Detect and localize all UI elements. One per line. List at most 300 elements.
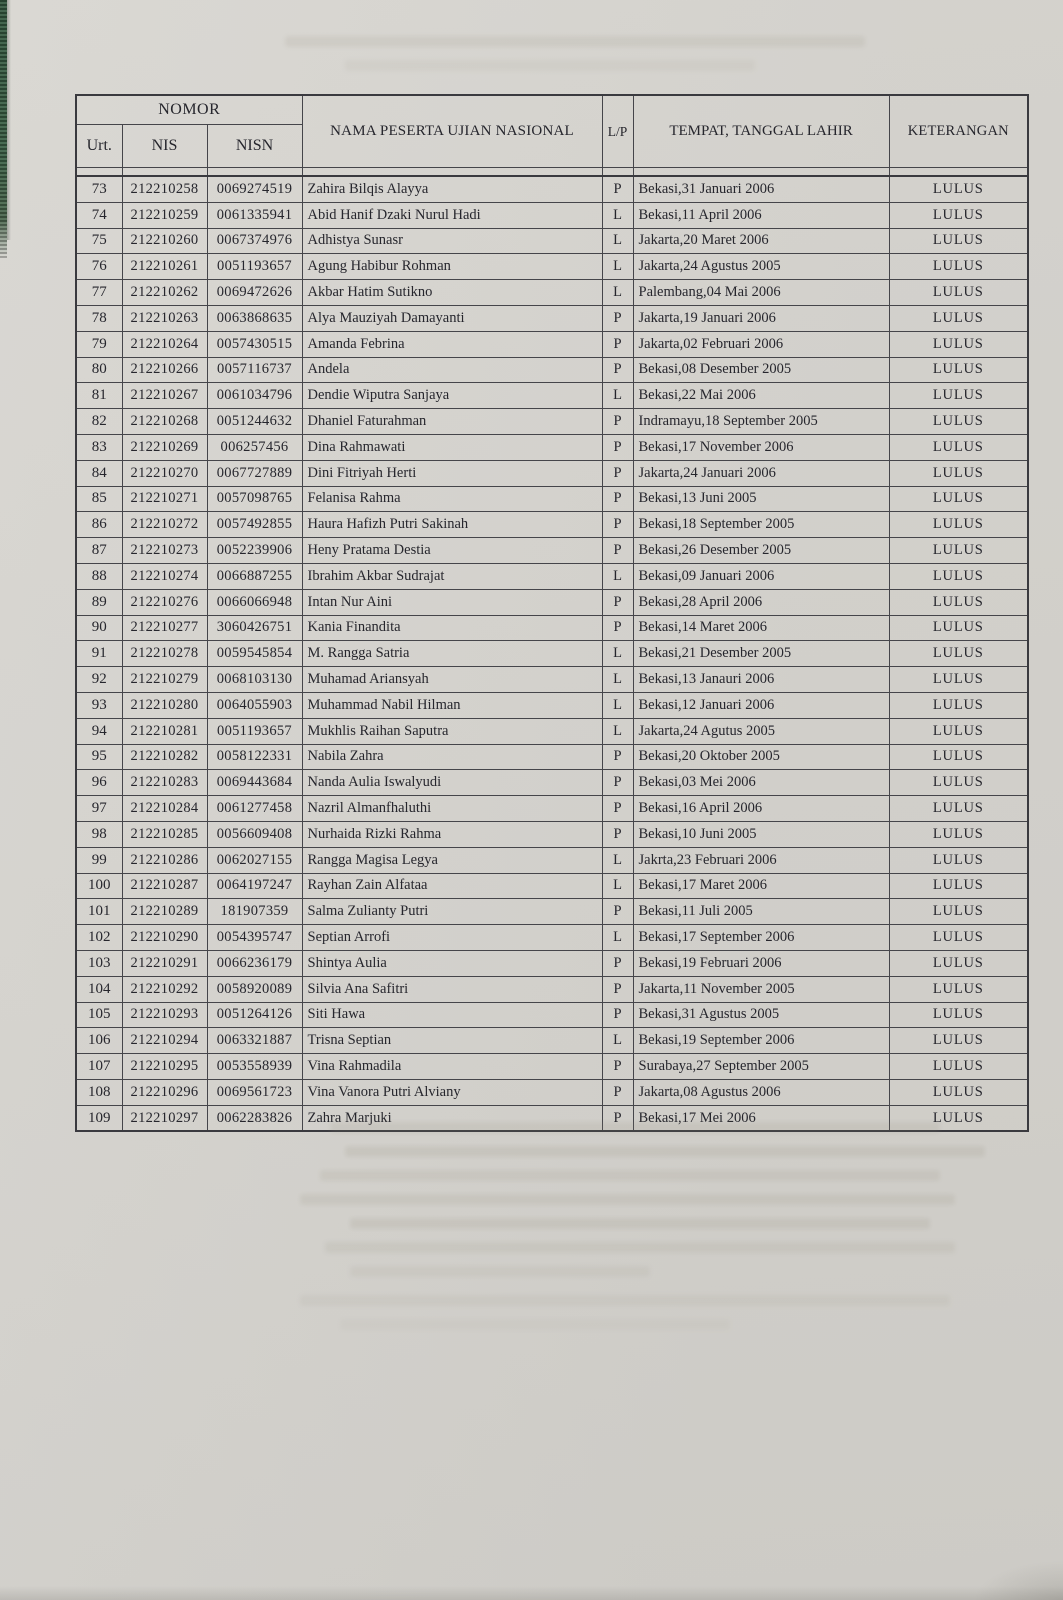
table-row — [76, 254, 1028, 280]
cell-nama: Nurhaida Rizki Rahma — [302, 821, 602, 847]
cell-ttl: Jakarta,24 Agutus 2005 — [633, 718, 889, 744]
table-row — [76, 331, 1028, 357]
cell-nama: Dina Rahmawati — [302, 434, 602, 460]
cell-ket: LULUS — [889, 873, 1028, 899]
table-row — [76, 1028, 1028, 1054]
ghost-line — [340, 1319, 730, 1330]
cell-ket: LULUS — [889, 1105, 1028, 1131]
cell-ttl: Bekasi,19 Februari 2006 — [633, 950, 889, 976]
cell-lp: L — [602, 667, 633, 693]
cell-lp: L — [602, 925, 633, 951]
cell-ket: LULUS — [889, 615, 1028, 641]
cell-ket: LULUS — [889, 538, 1028, 564]
cell-nis: 212210283 — [122, 770, 207, 796]
cell-nis: 212210259 — [122, 202, 207, 228]
cell-ttl: Bekasi,03 Mei 2006 — [633, 770, 889, 796]
cell-ttl: Bekasi,28 April 2006 — [633, 589, 889, 615]
cell-urt: 93 — [76, 692, 122, 718]
cell-nis: 212210290 — [122, 925, 207, 951]
cell-nis: 212210289 — [122, 899, 207, 925]
cell-nisn: 0062027155 — [207, 847, 302, 873]
cell-nisn: 0069561723 — [207, 1079, 302, 1105]
cell-ttl: Indramayu,18 September 2005 — [633, 409, 889, 435]
cell-nis: 212210285 — [122, 821, 207, 847]
cell-nis: 212210268 — [122, 409, 207, 435]
header-keterangan: KETERANGAN — [889, 95, 1028, 168]
cell-nama: Trisna Septian — [302, 1028, 602, 1054]
ghost-line — [345, 1146, 985, 1157]
cell-ttl: Bekasi,14 Maret 2006 — [633, 615, 889, 641]
cell-ket: LULUS — [889, 409, 1028, 435]
cell-lp: P — [602, 538, 633, 564]
cell-urt: 105 — [76, 1002, 122, 1028]
cell-ttl: Palembang,04 Mai 2006 — [633, 280, 889, 306]
cell-nama: Alya Mauziyah Damayanti — [302, 305, 602, 331]
cell-ket: LULUS — [889, 1002, 1028, 1028]
cell-lp: L — [602, 563, 633, 589]
cell-ttl: Bekasi,17 November 2006 — [633, 434, 889, 460]
scanner-edge-green — [0, 0, 7, 258]
cell-ket: LULUS — [889, 357, 1028, 383]
cell-ttl: Bekasi,08 Desember 2005 — [633, 357, 889, 383]
table-row — [76, 202, 1028, 228]
ghost-line — [330, 1122, 940, 1133]
cell-ket: LULUS — [889, 770, 1028, 796]
cell-lp: P — [602, 357, 633, 383]
cell-nisn: 0059545854 — [207, 641, 302, 667]
cell-lp: P — [602, 331, 633, 357]
cell-ket: LULUS — [889, 563, 1028, 589]
cell-urt: 77 — [76, 280, 122, 306]
cell-urt: 101 — [76, 899, 122, 925]
table-row — [76, 383, 1028, 409]
cell-urt: 80 — [76, 357, 122, 383]
header-tempat-tanggal-lahir: TEMPAT, TANGGAL LAHIR — [633, 95, 889, 168]
cell-ttl: Jakarta,11 November 2005 — [633, 976, 889, 1002]
cell-ket: LULUS — [889, 847, 1028, 873]
ghost-line — [350, 1266, 650, 1277]
table-row — [76, 667, 1028, 693]
table-row — [76, 1002, 1028, 1028]
cell-lp: L — [602, 641, 633, 667]
cell-urt: 73 — [76, 176, 122, 202]
cell-nis: 212210287 — [122, 873, 207, 899]
cell-nisn: 0064055903 — [207, 692, 302, 718]
cell-nis: 212210281 — [122, 718, 207, 744]
table-row — [76, 1054, 1028, 1080]
cell-urt: 82 — [76, 409, 122, 435]
cell-nis: 212210282 — [122, 744, 207, 770]
cell-nama: Kania Finandita — [302, 615, 602, 641]
cell-nama: Nanda Aulia Iswalyudi — [302, 770, 602, 796]
cell-nis: 212210273 — [122, 538, 207, 564]
cell-lp: P — [602, 796, 633, 822]
cell-nama: Ibrahim Akbar Sudrajat — [302, 563, 602, 589]
cell-nisn: 0057098765 — [207, 486, 302, 512]
table-row — [76, 744, 1028, 770]
ink-bleedthrough-ghost-bottom — [300, 1122, 1000, 1343]
ghost-line — [325, 1242, 955, 1253]
cell-ket: LULUS — [889, 950, 1028, 976]
cell-ttl: Bekasi,21 Desember 2005 — [633, 641, 889, 667]
table-row — [76, 1079, 1028, 1105]
header-nama: NAMA PESERTA UJIAN NASIONAL — [302, 95, 602, 168]
cell-lp: P — [602, 460, 633, 486]
header-lp: L/P — [602, 95, 633, 168]
table-row — [76, 976, 1028, 1002]
cell-nama: Dendie Wiputra Sanjaya — [302, 383, 602, 409]
cell-ket: LULUS — [889, 925, 1028, 951]
cell-nisn: 0053558939 — [207, 1054, 302, 1080]
cell-lp: P — [602, 950, 633, 976]
cell-nis: 212210266 — [122, 357, 207, 383]
cell-nisn: 0051264126 — [207, 1002, 302, 1028]
cell-ttl: Jakarta,24 Agustus 2005 — [633, 254, 889, 280]
cell-ket: LULUS — [889, 1028, 1028, 1054]
cell-ttl: Bekasi,20 Oktober 2005 — [633, 744, 889, 770]
cell-nis: 212210294 — [122, 1028, 207, 1054]
cell-nisn: 0058122331 — [207, 744, 302, 770]
cell-lp: P — [602, 770, 633, 796]
cell-lp: P — [602, 305, 633, 331]
cell-ttl: Bekasi,18 September 2005 — [633, 512, 889, 538]
ghost-line — [350, 1218, 930, 1229]
cell-nis: 212210262 — [122, 280, 207, 306]
cell-ket: LULUS — [889, 899, 1028, 925]
cell-ket: LULUS — [889, 976, 1028, 1002]
cell-nama: Haura Hafizh Putri Sakinah — [302, 512, 602, 538]
cell-ttl: Bekasi,31 Januari 2006 — [633, 176, 889, 202]
cell-nama: Siti Hawa — [302, 1002, 602, 1028]
cell-nama: Amanda Febrina — [302, 331, 602, 357]
cell-nama: Heny Pratama Destia — [302, 538, 602, 564]
cell-lp: P — [602, 176, 633, 202]
cell-ttl: Bekasi,26 Desember 2005 — [633, 538, 889, 564]
cell-lp: P — [602, 1054, 633, 1080]
cell-nisn: 0057116737 — [207, 357, 302, 383]
cell-nis: 212210277 — [122, 615, 207, 641]
cell-lp: P — [602, 1002, 633, 1028]
cell-nis: 212210292 — [122, 976, 207, 1002]
cell-nama: Agung Habibur Rohman — [302, 254, 602, 280]
cell-nis: 212210295 — [122, 1054, 207, 1080]
scan-bottom-shadow — [0, 1586, 1063, 1600]
cell-nama: Silvia Ana Safitri — [302, 976, 602, 1002]
cell-lp: L — [602, 692, 633, 718]
cell-nama: Vina Rahmadila — [302, 1054, 602, 1080]
cell-nisn: 0066066948 — [207, 589, 302, 615]
cell-nama: Nazril Almanfhaluthi — [302, 796, 602, 822]
cell-nisn: 0064197247 — [207, 873, 302, 899]
table-row — [76, 434, 1028, 460]
cell-nama: Shintya Aulia — [302, 950, 602, 976]
table-row — [76, 847, 1028, 873]
cell-nisn: 0061335941 — [207, 202, 302, 228]
cell-ket: LULUS — [889, 692, 1028, 718]
cell-nis: 212210278 — [122, 641, 207, 667]
cell-nama: Zahira Bilqis Alayya — [302, 176, 602, 202]
table-row — [76, 538, 1028, 564]
cell-nis: 212210280 — [122, 692, 207, 718]
cell-urt: 88 — [76, 563, 122, 589]
cell-urt: 108 — [76, 1079, 122, 1105]
cell-ket: LULUS — [889, 486, 1028, 512]
cell-urt: 74 — [76, 202, 122, 228]
cell-lp: P — [602, 409, 633, 435]
cell-lp: P — [602, 744, 633, 770]
cell-nisn: 0069274519 — [207, 176, 302, 202]
ink-bleedthrough-ghost-top — [285, 36, 885, 84]
cell-urt: 83 — [76, 434, 122, 460]
cell-nis: 212210269 — [122, 434, 207, 460]
cell-urt: 91 — [76, 641, 122, 667]
header-nis: NIS — [122, 125, 207, 168]
cell-ttl: Jakarta,24 Januari 2006 — [633, 460, 889, 486]
cell-nisn: 0061277458 — [207, 796, 302, 822]
cell-nama: Intan Nur Aini — [302, 589, 602, 615]
cell-nis: 212210274 — [122, 563, 207, 589]
cell-ttl: Jakarta,02 Februari 2006 — [633, 331, 889, 357]
cell-urt: 75 — [76, 228, 122, 254]
ghost-line — [285, 36, 865, 47]
cell-urt: 81 — [76, 383, 122, 409]
cell-urt: 109 — [76, 1105, 122, 1131]
cell-ket: LULUS — [889, 383, 1028, 409]
table-row — [76, 357, 1028, 383]
cell-nama: Akbar Hatim Sutikno — [302, 280, 602, 306]
table-row — [76, 512, 1028, 538]
cell-ket: LULUS — [889, 254, 1028, 280]
cell-urt: 89 — [76, 589, 122, 615]
cell-urt: 102 — [76, 925, 122, 951]
cell-nisn: 0061034796 — [207, 383, 302, 409]
cell-ket: LULUS — [889, 460, 1028, 486]
cell-nama: Septian Arrofi — [302, 925, 602, 951]
cell-ttl: Bekasi,13 Janauri 2006 — [633, 667, 889, 693]
cell-lp: P — [602, 486, 633, 512]
table-row — [76, 796, 1028, 822]
cell-urt: 104 — [76, 976, 122, 1002]
cell-lp: L — [602, 254, 633, 280]
cell-nama: Muhammad Nabil Hilman — [302, 692, 602, 718]
cell-ket: LULUS — [889, 280, 1028, 306]
cell-nisn: 0068103130 — [207, 667, 302, 693]
header-urt: Urt. — [76, 125, 122, 168]
table-row — [76, 641, 1028, 667]
cell-ket: LULUS — [889, 202, 1028, 228]
table-body — [76, 176, 1028, 1131]
cell-urt: 92 — [76, 667, 122, 693]
cell-ttl: Jakarta,20 Maret 2006 — [633, 228, 889, 254]
cell-nis: 212210293 — [122, 1002, 207, 1028]
cell-nisn: 0051193657 — [207, 718, 302, 744]
cell-urt: 103 — [76, 950, 122, 976]
cell-nama: Zahra Marjuki — [302, 1105, 602, 1131]
cell-nis: 212210260 — [122, 228, 207, 254]
cell-lp: L — [602, 718, 633, 744]
cell-nis: 212210284 — [122, 796, 207, 822]
cell-lp: L — [602, 280, 633, 306]
cell-nisn: 0066887255 — [207, 563, 302, 589]
ghost-line — [300, 1295, 950, 1306]
cell-nama: Andela — [302, 357, 602, 383]
cell-urt: 96 — [76, 770, 122, 796]
table-row — [76, 770, 1028, 796]
cell-urt: 87 — [76, 538, 122, 564]
table-row — [76, 821, 1028, 847]
cell-ket: LULUS — [889, 744, 1028, 770]
cell-nisn: 0063321887 — [207, 1028, 302, 1054]
cell-ket: LULUS — [889, 228, 1028, 254]
cell-ket: LULUS — [889, 331, 1028, 357]
header-nomor: NOMOR — [76, 95, 302, 125]
cell-lp: P — [602, 434, 633, 460]
cell-nisn: 0069472626 — [207, 280, 302, 306]
cell-ket: LULUS — [889, 821, 1028, 847]
cell-ket: LULUS — [889, 718, 1028, 744]
cell-urt: 97 — [76, 796, 122, 822]
cell-lp: L — [602, 1028, 633, 1054]
table-row — [76, 176, 1028, 202]
cell-nisn: 0051244632 — [207, 409, 302, 435]
cell-ttl: Bekasi,12 Januari 2006 — [633, 692, 889, 718]
cell-lp: L — [602, 847, 633, 873]
table-row — [76, 228, 1028, 254]
table-row — [76, 899, 1028, 925]
table-row — [76, 925, 1028, 951]
cell-nisn: 0069443684 — [207, 770, 302, 796]
cell-ttl: Bekasi,22 Mai 2006 — [633, 383, 889, 409]
cell-ttl: Bekasi,17 Mei 2006 — [633, 1105, 889, 1131]
cell-ket: LULUS — [889, 176, 1028, 202]
cell-lp: L — [602, 228, 633, 254]
table-row — [76, 718, 1028, 744]
cell-urt: 107 — [76, 1054, 122, 1080]
cell-nis: 212210258 — [122, 176, 207, 202]
cell-ttl: Bekasi,17 September 2006 — [633, 925, 889, 951]
cell-lp: L — [602, 202, 633, 228]
cell-nama: Rayhan Zain Alfataa — [302, 873, 602, 899]
cell-nisn: 0057430515 — [207, 331, 302, 357]
table-row — [76, 950, 1028, 976]
cell-urt: 95 — [76, 744, 122, 770]
cell-ket: LULUS — [889, 796, 1028, 822]
table-row — [76, 692, 1028, 718]
cell-urt: 84 — [76, 460, 122, 486]
cell-ttl: Bekasi,09 Januari 2006 — [633, 563, 889, 589]
cell-nisn: 0063868635 — [207, 305, 302, 331]
cell-ttl: Jakarta,08 Agustus 2006 — [633, 1079, 889, 1105]
header-nisn: NISN — [207, 125, 302, 168]
cell-nis: 212210297 — [122, 1105, 207, 1131]
cell-ket: LULUS — [889, 512, 1028, 538]
cell-nis: 212210267 — [122, 383, 207, 409]
cell-urt: 76 — [76, 254, 122, 280]
cell-nisn: 0056609408 — [207, 821, 302, 847]
cell-nisn: 181907359 — [207, 899, 302, 925]
table-row — [76, 486, 1028, 512]
cell-nama: M. Rangga Satria — [302, 641, 602, 667]
cell-lp: P — [602, 976, 633, 1002]
cell-nama: Adhistya Sunasr — [302, 228, 602, 254]
ghost-line — [320, 1170, 940, 1181]
cell-ttl: Bekasi,19 September 2006 — [633, 1028, 889, 1054]
cell-urt: 106 — [76, 1028, 122, 1054]
cell-nisn: 3060426751 — [207, 615, 302, 641]
table-row — [76, 460, 1028, 486]
cell-urt: 79 — [76, 331, 122, 357]
cell-nis: 212210276 — [122, 589, 207, 615]
table-row — [76, 873, 1028, 899]
cell-ttl: Jakrta,23 Februari 2006 — [633, 847, 889, 873]
cell-nis: 212210264 — [122, 331, 207, 357]
cell-ttl: Bekasi,17 Maret 2006 — [633, 873, 889, 899]
cell-nisn: 0058920089 — [207, 976, 302, 1002]
cell-urt: 99 — [76, 847, 122, 873]
table-row — [76, 589, 1028, 615]
cell-nama: Abid Hanif Dzaki Nurul Hadi — [302, 202, 602, 228]
cell-ket: LULUS — [889, 305, 1028, 331]
cell-ket: LULUS — [889, 589, 1028, 615]
cell-urt: 85 — [76, 486, 122, 512]
cell-nisn: 0067374976 — [207, 228, 302, 254]
graduation-table — [75, 94, 1029, 1132]
header-spacer-row — [76, 168, 1028, 177]
cell-urt: 100 — [76, 873, 122, 899]
cell-nis: 212210286 — [122, 847, 207, 873]
cell-lp: P — [602, 512, 633, 538]
cell-nama: Salma Zulianty Putri — [302, 899, 602, 925]
cell-lp: L — [602, 873, 633, 899]
cell-nisn: 006257456 — [207, 434, 302, 460]
cell-nama: Felanisa Rahma — [302, 486, 602, 512]
cell-nis: 212210291 — [122, 950, 207, 976]
cell-nis: 212210272 — [122, 512, 207, 538]
cell-nama: Dhaniel Faturahman — [302, 409, 602, 435]
cell-ttl: Jakarta,19 Januari 2006 — [633, 305, 889, 331]
cell-nama: Rangga Magisa Legya — [302, 847, 602, 873]
table-row — [76, 280, 1028, 306]
cell-ttl: Bekasi,11 April 2006 — [633, 202, 889, 228]
cell-ket: LULUS — [889, 434, 1028, 460]
cell-nisn: 0062283826 — [207, 1105, 302, 1131]
cell-lp: P — [602, 589, 633, 615]
cell-ttl: Bekasi,31 Agustus 2005 — [633, 1002, 889, 1028]
table-row — [76, 409, 1028, 435]
cell-ket: LULUS — [889, 1054, 1028, 1080]
cell-nama: Nabila Zahra — [302, 744, 602, 770]
cell-nis: 212210271 — [122, 486, 207, 512]
cell-ttl: Bekasi,11 Juli 2005 — [633, 899, 889, 925]
cell-nisn: 0066236179 — [207, 950, 302, 976]
table-row — [76, 305, 1028, 331]
cell-nisn: 0057492855 — [207, 512, 302, 538]
cell-lp: L — [602, 383, 633, 409]
cell-nisn: 0067727889 — [207, 460, 302, 486]
cell-nis: 212210263 — [122, 305, 207, 331]
cell-urt: 98 — [76, 821, 122, 847]
table-header — [76, 95, 1028, 176]
ghost-line — [345, 60, 755, 71]
cell-nis: 212210270 — [122, 460, 207, 486]
cell-ttl: Bekasi,10 Juni 2005 — [633, 821, 889, 847]
table-row — [76, 563, 1028, 589]
cell-nama: Vina Vanora Putri Alviany — [302, 1079, 602, 1105]
cell-ttl: Bekasi,13 Juni 2005 — [633, 486, 889, 512]
cell-nisn: 0051193657 — [207, 254, 302, 280]
cell-urt: 86 — [76, 512, 122, 538]
cell-urt: 90 — [76, 615, 122, 641]
